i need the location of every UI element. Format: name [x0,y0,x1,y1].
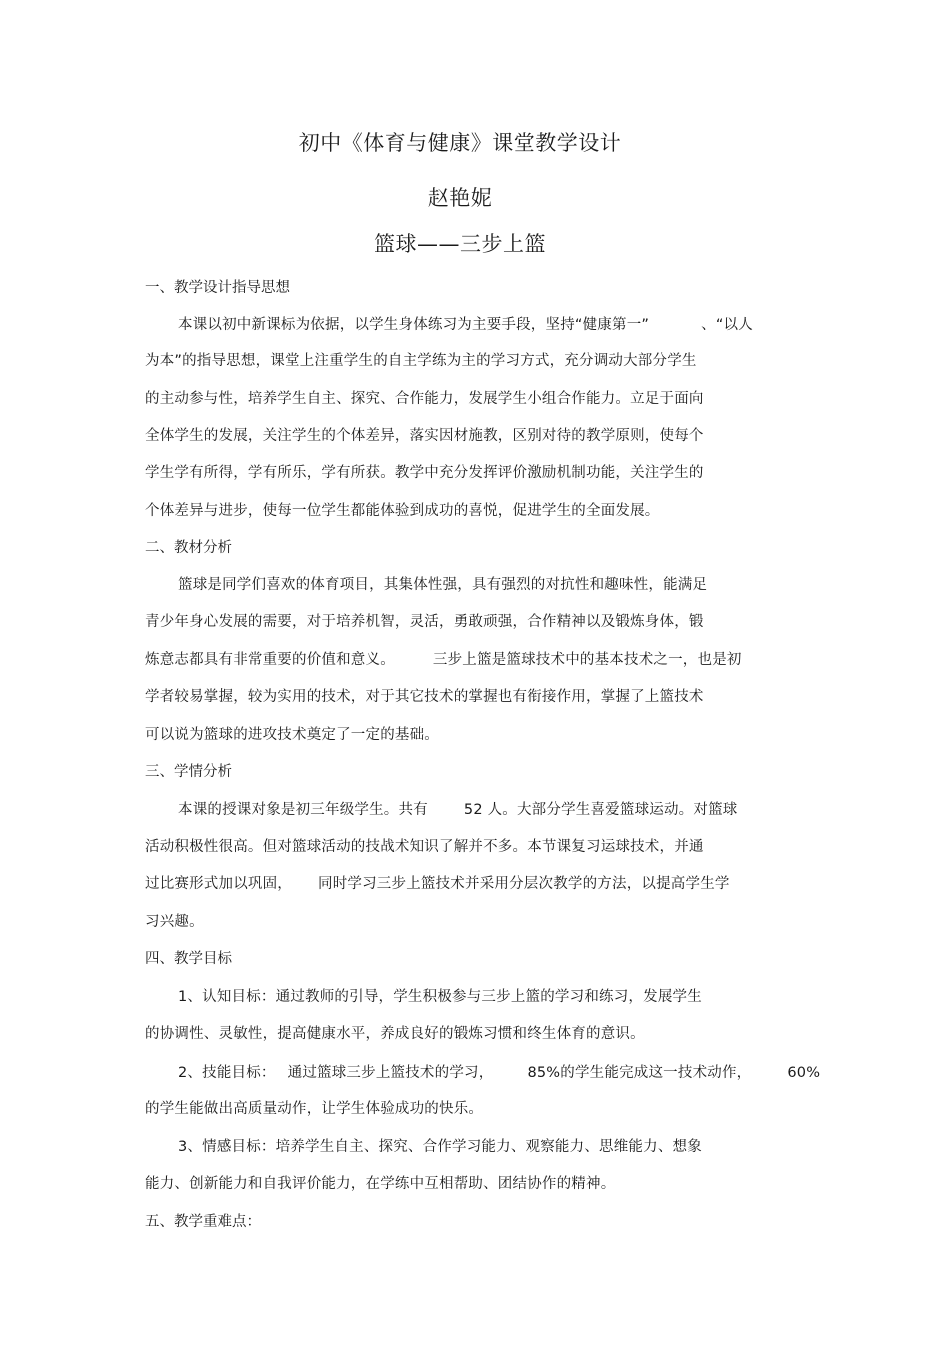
paragraph-line: 习兴趣。 [145,914,204,930]
paragraph-line: 能力、创新能力和自我评价能力，在学练中互相帮助、团结协作的精神。 [145,1176,616,1192]
text-span: 三步上篮是篮球技术中的基本技术之一，也是初 [432,652,742,668]
section-heading-3: 三、学情分析 [145,764,232,780]
paragraph-line [178,1061,820,1082]
paragraph-line: 的协调性、灵敏性，提高健康水平，养成良好的锻炼习惯和终生体育的意识。 [145,1026,645,1042]
text-span: 、“以人 [701,317,753,333]
text-span: 本课以初中新课标为依据，以学生身体练习为主要手段，坚持“健康第一” [178,317,650,333]
paragraph-line [178,798,737,819]
paragraph-line [145,648,742,669]
paragraph-line: 活动积极性很高。但对篮球活动的技战术知识了解并不多。本节课复习运球技术，并通 [145,839,704,855]
text-span: 炼意志都具有非常重要的价值和意义。 [145,652,395,668]
paragraph-line [145,872,730,893]
paragraph-line: 可以说为篮球的进攻技术奠定了一定的基础。 [145,727,439,743]
paragraph-line: 的主动参与性，培养学生自主、探究、合作能力，发展学生小组合作能力。立足于面向 [145,391,704,407]
lesson-subtitle: 篮球——三步上篮 [374,232,546,256]
paragraph-line: 学生学有所得，学有所乐，学有所获。教学中充分发挥评价激励机制功能，关注学生的 [145,465,704,481]
section-heading-4: 四、教学目标 [145,951,232,967]
paragraph-line: 篮球是同学们喜欢的体育项目，其集体性强，具有强烈的对抗性和趣味性，能满足 [178,577,708,593]
text-span: 同时学习三步上篮技术并采用分层次教学的方法，以提高学生学 [318,876,730,892]
document-title: 初中《体育与健康》课堂教学设计 [298,131,622,155]
section-heading-5: 五、教学重难点： [145,1214,261,1230]
section-heading-1: 一、教学设计指导思想 [145,280,290,296]
paragraph-line [178,313,753,334]
text-span: 52 人。大部分学生喜爱篮球运动。对篮球 [463,802,738,818]
paragraph-line: 青少年身心发展的需要，对于培养机智，灵活，勇敢顽强，合作精神以及锻炼身体，锻 [145,614,704,630]
paragraph-line: 全体学生的发展，关注学生的个体差异，落实因材施教，区别对待的教学原则，使每个 [145,428,704,444]
paragraph-line: 个体差异与进步，使每一位学生都能体验到成功的喜悦，促进学生的全面发展。 [145,503,660,519]
text-span: 本课的授课对象是初三年级学生。共有 [178,802,428,818]
text-span: 2、技能目标： [178,1065,276,1081]
author-name: 赵艳妮 [427,186,493,210]
paragraph-line: 学者较易掌握，较为实用的技术，对于其它技术的掌握也有衔接作用，掌握了上篮技术 [145,689,704,705]
paragraph-line: 3、情感目标：培养学生自主、探究、合作学习能力、观察能力、思维能力、想象 [178,1139,702,1155]
text-span: 60% [787,1065,821,1081]
paragraph-line: 为本”的指导思想，课堂上注重学生的自主学练为主的学习方式，充分调动大部分学生 [145,353,697,369]
section-heading-2: 二、教材分析 [145,540,232,556]
paragraph-line: 1、认知目标：通过教师的引导，学生积极参与三步上篮的学习和练习，发展学生 [178,989,702,1005]
text-span: 85%的学生能完成这一技术动作， [527,1065,752,1081]
paragraph-line: 的学生能做出高质量动作，让学生体验成功的快乐。 [145,1101,484,1117]
text-span: 过比赛形式加以巩固， [145,876,292,892]
text-span: 通过篮球三步上篮技术的学习， [287,1065,494,1081]
